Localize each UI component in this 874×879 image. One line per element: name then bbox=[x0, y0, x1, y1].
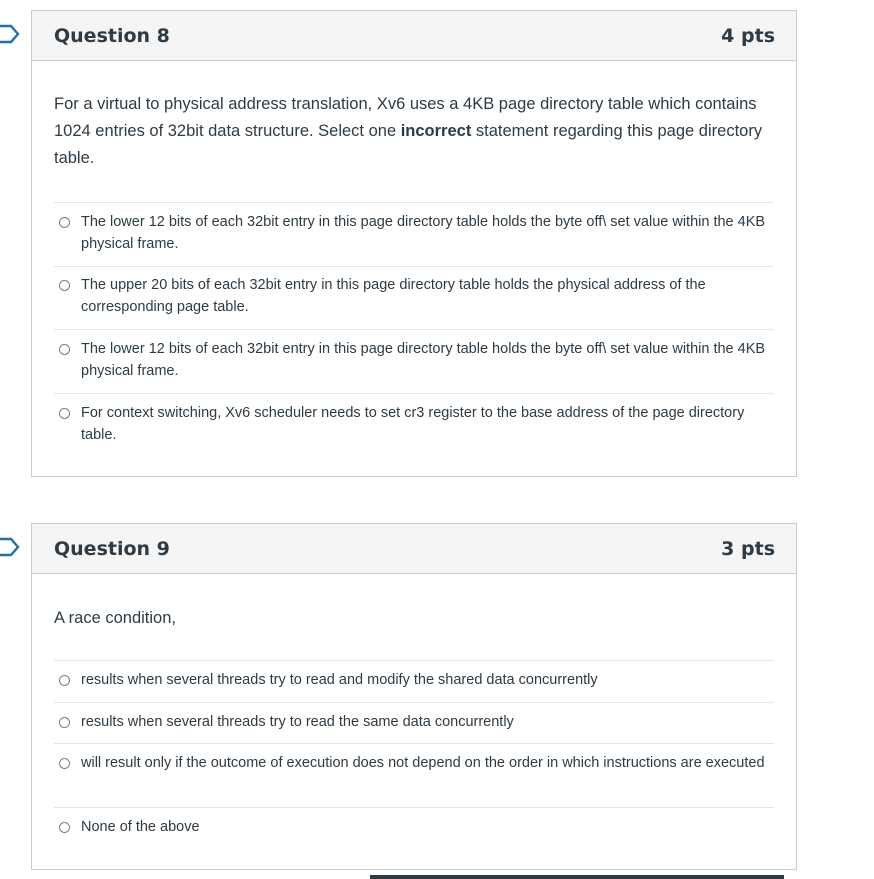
answer-option-2[interactable] bbox=[54, 703, 774, 744]
answer-list bbox=[54, 202, 774, 458]
bookmark-flag-icon[interactable] bbox=[0, 24, 20, 44]
answer-list bbox=[54, 660, 774, 850]
question-text-emphasis: incorrect bbox=[400, 122, 472, 140]
radio-button[interactable] bbox=[59, 758, 70, 769]
answer-label: The lower 12 bits of each 32bit entry in this page directory table holds the byte off\ set value within the 4KB physical frame. bbox=[81, 341, 766, 379]
radio-button[interactable] bbox=[59, 408, 70, 419]
question-text bbox=[54, 61, 774, 202]
question-9-header bbox=[32, 524, 796, 574]
question-8-body bbox=[32, 61, 796, 458]
radio-button[interactable] bbox=[59, 822, 70, 833]
answer-label: The upper 20 bits of each 32bit entry in this page directory table holds the physical address of the corresponding page table. bbox=[81, 277, 706, 315]
radio-button[interactable] bbox=[59, 344, 70, 355]
answer-label: results when several threads try to read and modify the shared data concurrently bbox=[81, 672, 598, 688]
question-8-card bbox=[31, 10, 797, 477]
horizontal-scrollbar[interactable] bbox=[370, 875, 784, 879]
answer-label: The lower 12 bits of each 32bit entry in this page directory table holds the byte off\ set value within the 4KB physical frame. bbox=[81, 214, 766, 252]
radio-button[interactable] bbox=[59, 217, 70, 228]
answer-label: results when several threads try to read the same data concurrently bbox=[81, 714, 514, 730]
answer-option-1[interactable] bbox=[54, 661, 774, 703]
radio-button[interactable] bbox=[59, 675, 70, 686]
question-title: Question 9 bbox=[54, 537, 170, 560]
answer-option-2[interactable] bbox=[54, 267, 774, 330]
answer-option-1[interactable] bbox=[54, 203, 774, 267]
bookmark-flag-icon[interactable] bbox=[0, 537, 20, 557]
question-8-header bbox=[32, 11, 796, 61]
answer-option-4[interactable] bbox=[54, 394, 774, 458]
answer-option-3[interactable] bbox=[54, 330, 774, 394]
answer-option-3[interactable] bbox=[54, 744, 774, 808]
radio-button[interactable] bbox=[59, 280, 70, 291]
answer-label: For context switching, Xv6 scheduler needs to set cr3 register to the base address of the page directory table. bbox=[81, 405, 745, 443]
radio-button[interactable] bbox=[59, 717, 70, 728]
answer-label: None of the above bbox=[81, 819, 200, 835]
question-title: Question 8 bbox=[54, 24, 170, 47]
question-text-part: For a virtual to physical address translation, Xv6 uses a 4KB page directory table which contains 1024 entries of 32bit data structure. Select one bbox=[54, 95, 757, 140]
answer-label: will result only if the outcome of execution does not depend on the order in which instructions are executed bbox=[81, 755, 765, 771]
question-text: A race condition, bbox=[54, 609, 176, 627]
question-9-body bbox=[32, 574, 796, 850]
question-9-card bbox=[31, 523, 797, 870]
question-points: 4 pts bbox=[721, 24, 775, 47]
answer-option-4[interactable] bbox=[54, 808, 774, 850]
question-text-part: statement regarding this page directory table. bbox=[54, 122, 763, 167]
question-points: 3 pts bbox=[721, 537, 775, 560]
